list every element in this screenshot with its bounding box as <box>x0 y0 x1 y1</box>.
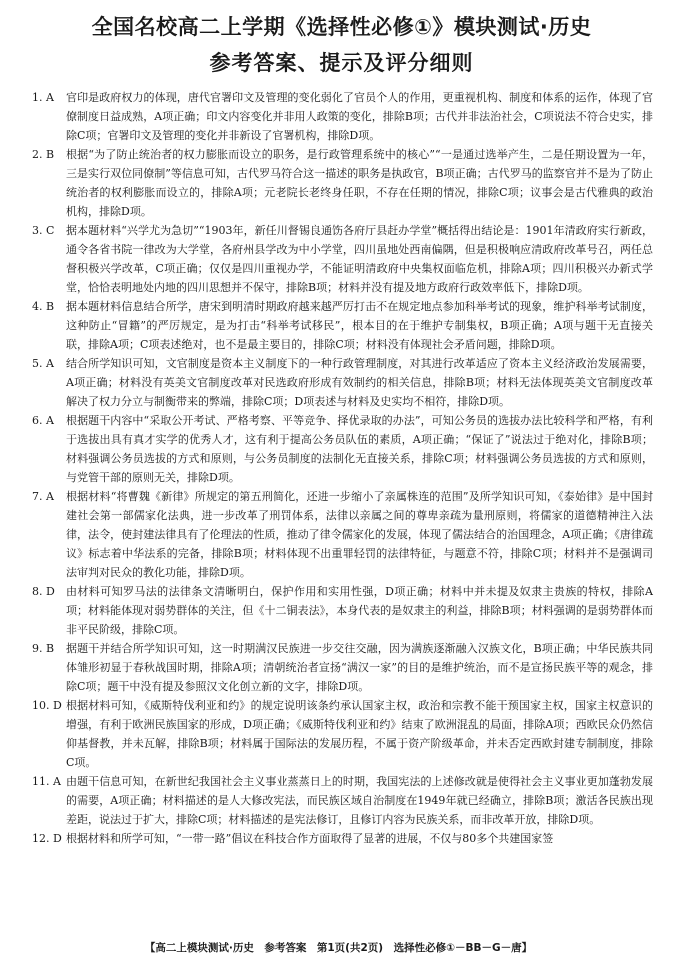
answer-number: 5. A <box>32 357 54 370</box>
answer-explanation: 根据“为了防止统治者的权力膨胀而设立的职务，是行政管理系统中的核心”“一是通过选举产生，二是任期设置为一年，三是实行双位同僚制”等信息可知，古代罗马符合这一描述的职务是执政官，B项正确；古代罗马的监察官并不是为了防止统治者的权利膨胀而设立的，排除A项；元老院长老终身任职，不存在任期的情况，排除C项；议事会是古代雅典的政治机构，排除D项。 <box>66 148 653 218</box>
answer-number: 8. D <box>32 585 55 598</box>
answer-explanation: 据本题材料“兴学尤为急切”“1903年，新任川督锡良通饬各府厅县赶办学堂”概括得出结论是：1901年清政府实行新政，通令各省书院一律改为大学堂，各府州县学改为中小学堂，四川虽地处西南偏隅，但是积极响应清政府改革号召，两任总督积极兴学改革，C项正确；仅仅是四川重视办学，不能证明清政府中央集权面临危机，排除A项；四川积极兴办新式学堂，恰恰表明地处内地的四川思想并不保守，排除B项；材料并没有提及地方政府行政效率低下，排除D项。 <box>66 224 653 294</box>
answer-item <box>30 221 653 297</box>
answer-item <box>30 582 653 639</box>
answer-list <box>30 88 653 848</box>
answer-number: 9. B <box>32 642 55 655</box>
answer-explanation: 根据材料可知，《威斯特伐利亚和约》的规定说明该条约承认国家主权，政治和宗教不能干预国家主权，国家主权意识的增强，有利于欧洲民族国家的形成，D项正确；《威斯特伐利亚和约》结束了欧洲混乱的局面，排除A项；西欧民众仍然信仰基督教，并未瓦解，排除B项；材料属于国际法的发展历程，不属于资产阶级革命，并未否定西欧封建专制制度，排除C项。 <box>66 699 653 769</box>
answer-explanation: 由题干信息可知，在新世纪我国社会主义事业蒸蒸日上的时期，我国宪法的上述修改就是使得社会主义事业更加蓬勃发展的需要，A项正确；材料描述的是人大修改宪法，而民族区域自治制度在1949年就已经确立，排除B项；激活各民族出现差距，说法过于扩大，排除C项；材料描述的是宪法修订，且修订内容为民族关系，而非改革开放，排除D项。 <box>66 775 653 826</box>
answer-item <box>30 772 653 829</box>
answer-item <box>30 297 653 354</box>
answer-explanation: 根据材料“将曹魏《新律》所规定的第五刑简化，还进一步缩小了亲属株连的范围”及所学知识可知，《泰始律》是中国封建社会第一部儒家化法典，进一步改革了刑罚体系，法律以亲属之间的尊卑亲疏为量刑原则，将儒家的道德精神注入法律，法令，使封建法律具有了伦理法的性质，推动了律令儒家化的发展，体现了儒法结合的治国理念，A项正确；《唐律疏议》标志着中华法系的完备，排除B项；材料体现不出重罪轻罚的法律特征，与题意不符，排除C项；材料并不是强调司法审判对民众的教化功能，排除D项。 <box>66 490 653 579</box>
answer-number: 2. B <box>32 148 55 161</box>
answer-number: 7. A <box>32 490 54 503</box>
answer-explanation: 根据材料和所学可知，“一带一路”倡议在科技合作方面取得了显著的进展，不仅与80多个共建国家签 <box>66 832 554 845</box>
answer-item <box>30 829 653 848</box>
answer-item <box>30 411 653 487</box>
answer-item <box>30 487 653 582</box>
answer-number: 11. A <box>32 775 61 788</box>
answer-number: 6. A <box>32 414 54 427</box>
page-footer: 【高二上模块测试·历史 参考答案 第1页(共2页) 选择性必修①－BB－G－唐】 <box>144 942 533 954</box>
answer-number: 12. D <box>32 832 62 845</box>
answer-item <box>30 639 653 696</box>
answer-item <box>30 88 653 145</box>
answer-number: 1. A <box>32 91 54 104</box>
answer-explanation: 结合所学知识可知，文官制度是资本主义制度下的一种行政管理制度，对其进行改革适应了资本主义经济政治发展需要，A项正确；材料没有英美文官制度改革对民选政府形成有效制约的相关信息，排除B项；材料无法体现英美文官制度改革解决了权力分立与制衡带来的弊端，排除C项；D项表述与材料及史实均不相符，排除D项。 <box>66 357 653 408</box>
document-title: 全国名校高二上学期《选择性必修①》模块测试·历史 <box>91 15 592 39</box>
answer-number: 10. D <box>32 699 62 712</box>
document-subtitle: 参考答案、提示及评分细则 <box>209 51 474 75</box>
answer-explanation: 由材料可知罗马法的法律条文清晰明白，保护作用和实用性强，D项正确；材料中并未提及奴隶主贵族的特权，排除A项；材料能体现对弱势群体的关注，但《十二铜表法》，本身代表的是奴隶主的利益，排除B项；材料强调的是弱势群体而非平民阶级，排除C项。 <box>66 585 653 636</box>
answer-number: 4. B <box>32 300 55 313</box>
answer-item <box>30 145 653 221</box>
answer-explanation: 据本题材料信息结合所学，唐宋到明清时期政府越来越严厉打击不在规定地点参加科举考试的现象，维护科举考试制度，这种防止“冒籍”的严厉规定，是为打击“科举考试移民”，根本目的在于维护专制集权，B项正确；A项与题干无直接关联，排除A项；C项表述绝对，也不是最主要目的，排除C项；材料没有体现社会矛盾问题，排除D项。 <box>66 300 653 351</box>
answer-number: 3. C <box>32 224 55 237</box>
answer-item <box>30 696 653 772</box>
answer-item <box>30 354 653 411</box>
answer-explanation: 据题干并结合所学知识可知，这一时期满汉民族进一步交往交融，因为满族逐渐融入汉族文化，B项正确；中华民族共同体雏形初显于春秋战国时期，排除A项；清朝统治者宣扬“满汉一家”的目的是维护统治，而不是宣扬民族平等的观念，排除C项；题干中没有提及参照汉文化创立新的文字，排除D项。 <box>66 642 653 693</box>
answer-explanation: 根据题干内容中“采取公开考试、严格考察、平等竞争、择优录取的办法”，可知公务员的选拔办法比较科学和严格，有利于选拔出具有真才实学的优秀人才，这有利于提高公务员队伍的素质，A项正确；“保证了”说法过于绝对化，排除B项；材料强调公务员选拔的方式和原则，与公务员制度的法制化无直接关系，排除C项；材料强调公务员选拔的方式和原则，与党管干部的原则无关，排除D项。 <box>66 414 653 484</box>
answer-explanation: 官印是政府权力的体现，唐代官署印文及管理的变化弱化了官员个人的作用，更重视机构、制度和体系的运作，体现了官僚制度日益成熟，A项正确；印文内容变化并非用人政策的变化，排除B项；古代并非法治社会，C项说法不符合史实，排除C项；官署印文及管理的变化并非新设了官署机构，排除D项。 <box>66 91 653 142</box>
